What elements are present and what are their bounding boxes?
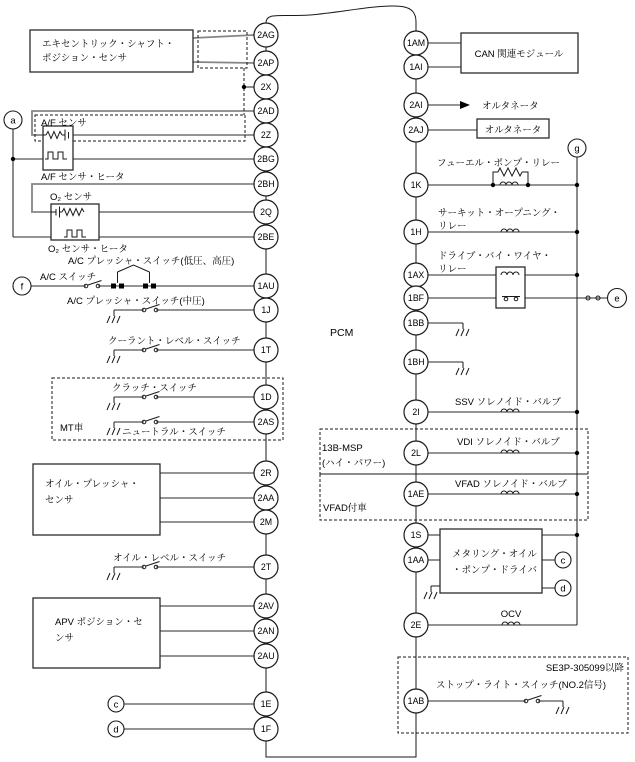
svg-text:2BH: 2BH (257, 179, 275, 189)
connector-d-left (108, 721, 124, 737)
svg-text:2AP: 2AP (257, 58, 275, 68)
svg-text:2AA: 2AA (257, 493, 275, 503)
apv-position-sensor-box (33, 598, 160, 668)
terminal-1e (254, 692, 278, 716)
svg-text:1H: 1H (410, 227, 422, 237)
svg-text:2AV: 2AV (258, 601, 274, 611)
terminal-2aj (404, 118, 428, 142)
svg-text:c: c (560, 555, 566, 567)
svg-text:2M: 2M (259, 517, 273, 527)
arrow-right-icon (460, 101, 470, 109)
label-mt-car: MT車 (60, 423, 84, 434)
label-clutch: クラッチ・スイッチ (112, 383, 197, 394)
terminal-2an (254, 619, 278, 643)
svg-text:1BB: 1BB (407, 318, 425, 328)
svg-text:2X: 2X (260, 82, 272, 92)
label-coolant-level: クーラント・レベル・スイッチ (108, 336, 241, 347)
connector-g (568, 139, 586, 157)
svg-text:1T: 1T (260, 345, 272, 355)
label-msp-line1: 13B-MSP (322, 443, 363, 454)
label-vfad: VFAD ソレノイド・バルブ (455, 479, 567, 490)
terminal-2m (254, 510, 278, 534)
terminal-1f (254, 717, 278, 741)
terminal-1s (404, 523, 428, 547)
terminal-1bb (404, 311, 428, 335)
label-oil-pressure-line1: オイル・プレッシャ・ (45, 479, 139, 490)
label-dbw-line1: ドライブ・バイ・ワイヤ・ (438, 251, 552, 262)
svg-text:1J: 1J (261, 305, 271, 315)
terminal-2av (254, 594, 278, 618)
label-ocv: OCV (500, 609, 522, 620)
label-alternator-in: オルタネータ (484, 125, 542, 136)
terminal-1j (254, 298, 278, 322)
label-se3p-note: SE3P-305099以降 (545, 663, 624, 674)
svg-text:1AB: 1AB (407, 696, 425, 706)
label-ac-pressure-low-high: A/C プレッシャ・スイッチ(低圧、高圧) (68, 256, 235, 267)
svg-text:2I: 2I (412, 407, 420, 417)
dbw-relay-box (496, 267, 525, 308)
svg-text:1AU: 1AU (257, 281, 275, 291)
svg-text:2BE: 2BE (257, 232, 275, 242)
terminal-1ax (404, 263, 428, 287)
terminal-2au (254, 644, 278, 668)
svg-text:2AS: 2AS (257, 417, 275, 427)
svg-text:2L: 2L (411, 448, 421, 458)
label-vdi: VDI ソレノイド・バルブ (457, 437, 560, 448)
label-circuit-opening-line1: サーキット・オープニング・ (438, 208, 561, 219)
label-o2-sensor: O₂ センサ (50, 192, 93, 203)
label-fuel-pump-relay: フューエル・ポンプ・リレー (437, 158, 561, 169)
label-ssv: SSV ソレノイド・バルブ (455, 397, 561, 408)
svg-text:1K: 1K (410, 180, 422, 190)
terminal-1t (254, 338, 278, 362)
terminal-2ai (404, 93, 428, 117)
svg-text:2R: 2R (260, 468, 272, 478)
label-metering-line1: メタリング・オイル (452, 549, 537, 560)
connector-c-left (108, 696, 124, 712)
label-vfad-car: VFAD付車 (323, 503, 367, 514)
label-stop-light: ストップ・ライト・スイッチ(NO.2信号) (436, 680, 607, 691)
terminal-2bh (254, 172, 278, 196)
svg-text:1BH: 1BH (407, 357, 425, 367)
label-pcm: PCM (330, 327, 354, 339)
svg-text:a: a (10, 115, 16, 127)
o2-sensor-body (51, 204, 99, 240)
svg-text:1S: 1S (410, 530, 422, 540)
svg-text:c: c (113, 699, 119, 711)
label-eccentric-line1: エキセントリック・シャフト・ (42, 39, 175, 50)
terminal-1aa (404, 548, 428, 572)
svg-text:d: d (560, 583, 566, 595)
svg-text:1F: 1F (260, 724, 272, 734)
svg-text:d: d (113, 724, 119, 736)
connector-f (13, 277, 31, 295)
svg-text:1E: 1E (260, 699, 272, 709)
label-circuit-opening-line2: リレー (438, 221, 467, 232)
label-apv-line1: APV ポジション・セ (55, 617, 143, 628)
label-o2-heater: O₂ センサ・ヒータ (48, 244, 128, 255)
label-af-sensor: A/F センサ (41, 118, 87, 129)
label-ac-switch: A/C スイッチ (40, 272, 97, 283)
label-apv-line2: ンサ (55, 633, 75, 644)
label-oil-level: オイル・レベル・スイッチ (113, 553, 227, 564)
connector-d-right (555, 580, 571, 596)
svg-text:2AD: 2AD (257, 106, 275, 116)
svg-text:1AE: 1AE (407, 489, 425, 499)
svg-text:2T: 2T (260, 562, 272, 572)
terminal-2e (404, 613, 428, 637)
terminal-1bf (404, 286, 428, 310)
terminal-1ab (404, 689, 428, 713)
label-dbw-line2: リレー (438, 264, 467, 275)
terminal-2bg (254, 147, 278, 171)
label-oil-pressure-line2: センサ (45, 495, 74, 506)
terminal-2aa (254, 486, 278, 510)
terminal-2ad (254, 99, 278, 123)
eccentric-sensor-box (30, 30, 193, 72)
svg-text:1AX: 1AX (407, 270, 425, 280)
connector-a (4, 111, 22, 129)
label-alternator-out: オルタネータ (482, 101, 539, 112)
label-af-heater: A/F センサ・ヒータ (41, 172, 125, 183)
terminal-2as (254, 410, 278, 434)
terminal-2ap (254, 51, 278, 75)
svg-text:g: g (574, 143, 580, 155)
svg-text:1D: 1D (260, 392, 272, 402)
svg-text:2Z: 2Z (260, 130, 272, 140)
svg-text:1AM: 1AM (406, 38, 426, 48)
terminal-2r (254, 461, 278, 485)
terminal-1ai (404, 55, 428, 79)
terminal-2ag (254, 23, 278, 47)
terminal-2t (254, 555, 278, 579)
terminal-1h (404, 220, 428, 244)
svg-text:2AG: 2AG (257, 30, 275, 40)
svg-text:1AI: 1AI (409, 62, 423, 72)
label-neutral: ニュートラル・スイッチ (122, 427, 226, 438)
terminal-2q (254, 200, 278, 224)
label-metering-line2: ・ポンプ・ドライバ (452, 565, 538, 576)
terminal-2i (404, 400, 428, 424)
terminal-2x (254, 75, 278, 99)
terminal-1au (254, 274, 278, 298)
terminal-2z (254, 123, 278, 147)
label-can-module: CAN 関連モジュール (474, 49, 564, 60)
svg-text:f: f (20, 281, 24, 293)
svg-text:2AI: 2AI (409, 100, 423, 110)
svg-text:2AN: 2AN (257, 626, 275, 636)
terminal-1d (254, 385, 278, 409)
svg-text:1BF: 1BF (407, 293, 425, 303)
svg-text:1AA: 1AA (407, 555, 425, 565)
svg-text:2AU: 2AU (257, 651, 275, 661)
terminal-2l (404, 441, 428, 465)
terminal-1bh (404, 350, 428, 374)
connector-c-right (555, 552, 571, 568)
svg-text:2AJ: 2AJ (408, 125, 424, 135)
connector-e (608, 289, 627, 308)
label-msp-line2: (ハイ・パワー) (322, 458, 386, 469)
metering-oil-pump-driver-box (440, 529, 542, 593)
svg-text:e: e (614, 293, 620, 305)
svg-text:2Q: 2Q (260, 207, 272, 217)
svg-text:2BG: 2BG (257, 154, 275, 164)
terminal-1k (404, 173, 428, 197)
terminal-2be (254, 225, 278, 249)
terminal-1am (404, 31, 428, 55)
svg-text:2E: 2E (410, 620, 422, 630)
label-ac-pressure-mid: A/C プレッシャ・スイッチ(中圧) (67, 296, 205, 307)
terminal-1ae (404, 482, 428, 506)
label-eccentric-line2: ポジション・センサ (42, 53, 128, 64)
